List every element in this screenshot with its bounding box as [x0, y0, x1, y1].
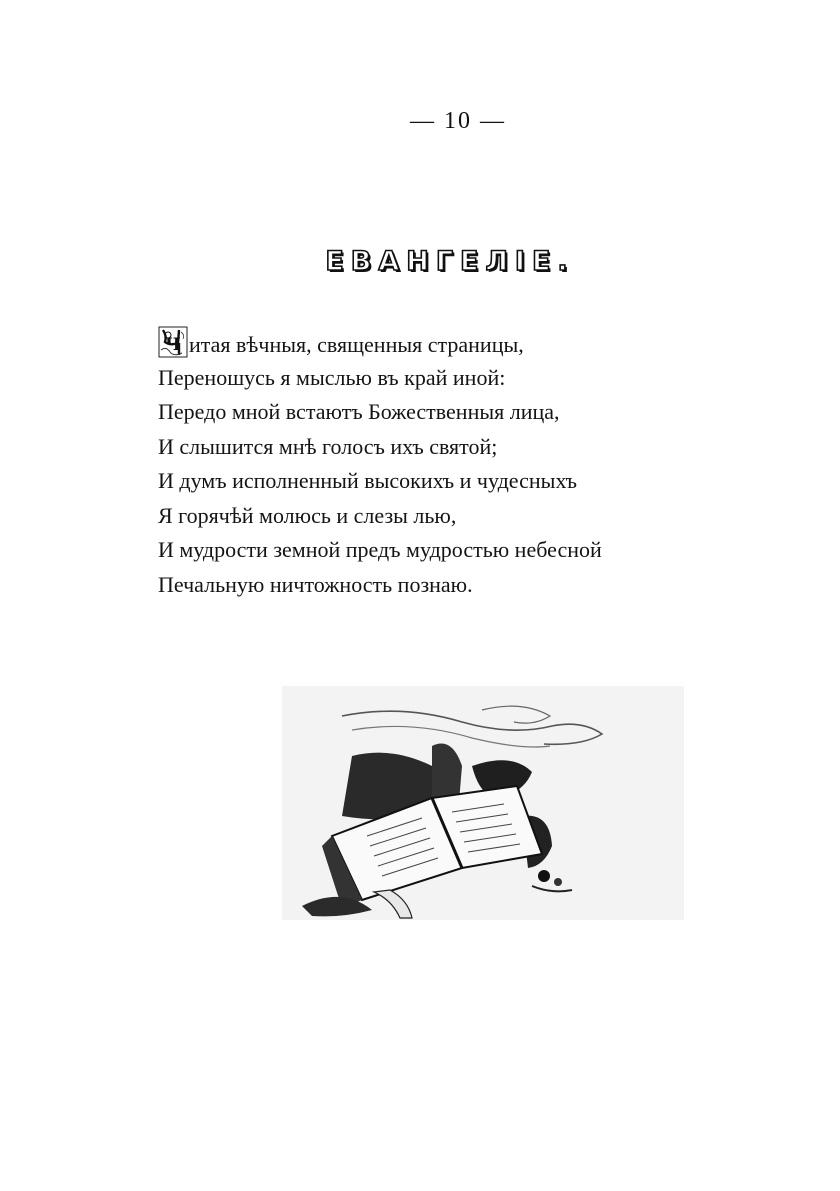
open-book-vignette [282, 686, 684, 920]
poem-line-5: И думъ исполненный высокихъ и чудесныхъ [158, 468, 577, 493]
poem-line-6: Я горячѣй молюсь и слезы лью, [158, 502, 457, 528]
poem-line-8: Печальную ничтожность познаю. [158, 571, 473, 597]
poem-line-7: И мудрости земной предъ мудростью небесной [158, 537, 602, 562]
poem-title: ЕВАНГЕЛIЕ. [325, 246, 575, 277]
poem-first-line-text: итая вѣчныя, священныя страницы, [189, 332, 524, 357]
poem-line-1 [158, 326, 718, 361]
poem-line-4: И слышится мнѣ голосъ ихъ святой; [158, 433, 498, 459]
poem-body [158, 326, 718, 602]
ornamental-initial [158, 326, 188, 358]
poem-line-3: Передо мной встаютъ Божественныя лица, [158, 399, 560, 424]
svg-text:Ч: Ч [165, 335, 181, 355]
poem-line-2: Переношусь я мыслью въ край иной: [158, 364, 506, 390]
page-number: — 10 — [410, 108, 506, 134]
